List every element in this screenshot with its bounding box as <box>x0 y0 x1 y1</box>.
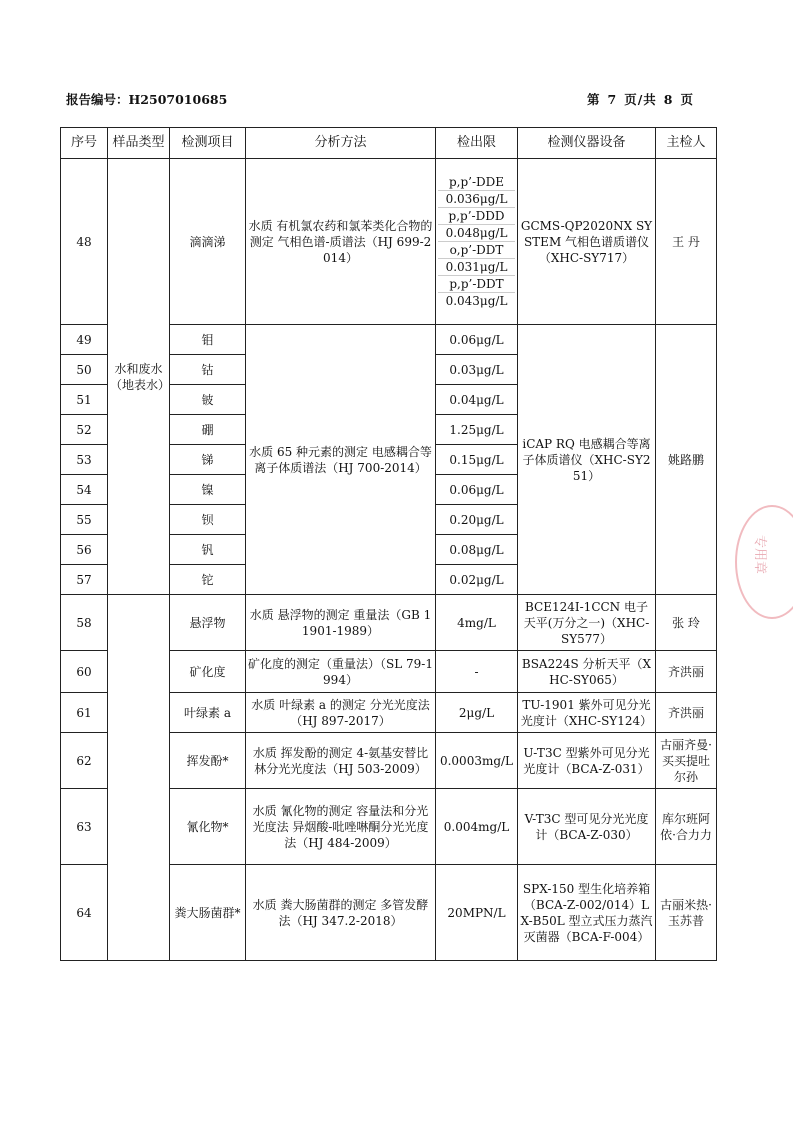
row-instrument: U-T3C 型紫外可见分光光度计（BCA-Z-031） <box>518 733 656 789</box>
row-limit: 0.004mg/L <box>436 789 518 865</box>
row-no: 60 <box>61 651 108 693</box>
row-item: 矿化度 <box>170 651 246 693</box>
row-no: 49 <box>61 325 108 355</box>
row-no: 63 <box>61 789 108 865</box>
group-instrument: iCAP RQ 电感耦合等离子体质谱仪（XHC-SY251） <box>518 325 656 595</box>
row-instrument: BCE124I-1CCN 电子天平(万分之一)（XHC-SY577） <box>518 595 656 651</box>
row-inspector: 张 玲 <box>656 595 717 651</box>
row-inspector: 古丽齐曼·买买提吐尔孙 <box>656 733 717 789</box>
row-no: 48 <box>61 159 108 325</box>
sample-type-cell: 水和废水（地表水） <box>108 159 170 595</box>
col-header-inspector: 主检人 <box>656 128 717 159</box>
row-item: 悬浮物 <box>170 595 246 651</box>
row-item: 铍 <box>170 385 246 415</box>
row-item: 硼 <box>170 415 246 445</box>
row-method: 水质 挥发酚的测定 4-氨基安替比林分光光度法（HJ 503-2009） <box>246 733 436 789</box>
row-no: 56 <box>61 535 108 565</box>
row-limit: 20MPN/L <box>436 865 518 961</box>
row-instrument: GCMS-QP2020NX SYSTEM 气相色谱质谱仪（XHC-SY717） <box>518 159 656 325</box>
row-item: 滴滴涕 <box>170 159 246 325</box>
row-item: 钒 <box>170 535 246 565</box>
col-header-no: 序号 <box>61 128 108 159</box>
col-header-sample-type: 样品类型 <box>108 128 170 159</box>
row-inspector: 库尔班阿依·合力力 <box>656 789 717 865</box>
row-no: 51 <box>61 385 108 415</box>
limit-label: o,p’-DDT <box>438 241 515 258</box>
page-current: 7 <box>607 92 618 107</box>
sample-type-blank <box>108 595 170 961</box>
row-limit: 0.06μg/L <box>436 475 518 505</box>
row-item: 钡 <box>170 505 246 535</box>
page-prefix: 第 <box>587 92 601 107</box>
row-method: 水质 有机氯农药和氯苯类化合物的测定 气相色谱-质谱法（HJ 699-2014） <box>246 159 436 325</box>
row-item: 叶绿素 a <box>170 693 246 733</box>
table-header-row <box>61 128 717 159</box>
row-method: 水质 悬浮物的测定 重量法（GB 11901-1989） <box>246 595 436 651</box>
table-row <box>61 595 717 651</box>
table-row <box>61 159 717 325</box>
col-header-method: 分析方法 <box>246 128 436 159</box>
row-item: 挥发酚* <box>170 733 246 789</box>
row-no: 64 <box>61 865 108 961</box>
row-limit: 0.08μg/L <box>436 535 518 565</box>
group-method: 水质 65 种元素的测定 电感耦合等离子体质谱法（HJ 700-2014） <box>246 325 436 595</box>
seal-stamp-text: 专用章 <box>752 534 768 575</box>
limit-value: 0.048μg/L <box>438 224 515 241</box>
row-limit: 0.0003mg/L <box>436 733 518 789</box>
row-no: 53 <box>61 445 108 475</box>
page-total: 8 <box>663 92 674 107</box>
row-instrument: SPX-150 型生化培养箱（BCA-Z-002/014）LX-B50L 型立式压力蒸汽灭菌器（BCA-F-004） <box>518 865 656 961</box>
row-item: 氰化物* <box>170 789 246 865</box>
row-inspector: 齐洪丽 <box>656 651 717 693</box>
row-limit: 0.15μg/L <box>436 445 518 475</box>
limit-label: p,p’-DDT <box>438 275 515 292</box>
page-mid: 页/共 <box>624 92 657 107</box>
row-instrument: V-T3C 型可见分光光度计（BCA-Z-030） <box>518 789 656 865</box>
row-limit: 0.04μg/L <box>436 385 518 415</box>
row-method: 水质 氰化物的测定 容量法和分光光度法 异烟酸-吡唑啉酮分光光度法（HJ 484-2009） <box>246 789 436 865</box>
limit-list <box>438 174 515 309</box>
page-suffix: 页 <box>680 92 695 107</box>
limit-label: p,p’-DDD <box>438 207 515 224</box>
row-item: 铊 <box>170 565 246 595</box>
row-limit <box>436 159 518 325</box>
col-header-limit: 检出限 <box>436 128 518 159</box>
col-header-item: 检测项目 <box>170 128 246 159</box>
row-item: 锑 <box>170 445 246 475</box>
row-limit: 1.25μg/L <box>436 415 518 445</box>
col-header-instrument: 检测仪器设备 <box>518 128 656 159</box>
row-limit: 0.06μg/L <box>436 325 518 355</box>
row-limit: 4mg/L <box>436 595 518 651</box>
row-no: 58 <box>61 595 108 651</box>
row-no: 61 <box>61 693 108 733</box>
row-item: 钴 <box>170 355 246 385</box>
row-limit: 0.02μg/L <box>436 565 518 595</box>
row-no: 52 <box>61 415 108 445</box>
row-inspector: 古丽米热·玉苏普 <box>656 865 717 961</box>
page-indicator <box>587 90 694 108</box>
row-item: 镍 <box>170 475 246 505</box>
row-no: 50 <box>61 355 108 385</box>
row-limit: 2μg/L <box>436 693 518 733</box>
limit-label: p,p’-DDE <box>448 175 505 189</box>
group-inspector: 姚路鹏 <box>656 325 717 595</box>
row-no: 62 <box>61 733 108 789</box>
limit-value: 0.043μg/L <box>438 292 515 309</box>
row-method: 水质 粪大肠菌群的测定 多管发酵法（HJ 347.2-2018） <box>246 865 436 961</box>
row-no: 55 <box>61 505 108 535</box>
limit-value: 0.031μg/L <box>438 258 515 275</box>
row-limit: - <box>436 651 518 693</box>
row-limit: 0.03μg/L <box>436 355 518 385</box>
row-instrument: TU-1901 紫外可见分光光度计（XHC-SY124） <box>518 693 656 733</box>
test-report-table <box>60 127 717 961</box>
row-no: 54 <box>61 475 108 505</box>
row-item: 钼 <box>170 325 246 355</box>
row-instrument: BSA224S 分析天平（XHC-SY065） <box>518 651 656 693</box>
row-no: 57 <box>61 565 108 595</box>
row-inspector: 齐洪丽 <box>656 693 717 733</box>
row-method: 矿化度的测定（重量法）（SL 79-1994） <box>246 651 436 693</box>
row-item: 粪大肠菌群* <box>170 865 246 961</box>
row-inspector: 王 丹 <box>656 159 717 325</box>
row-method: 水质 叶绿素 a 的测定 分光光度法（HJ 897-2017） <box>246 693 436 733</box>
limit-value: 0.036μg/L <box>438 190 515 207</box>
row-limit: 0.20μg/L <box>436 505 518 535</box>
report-number: 报告编号：H2507010685 <box>66 92 228 107</box>
